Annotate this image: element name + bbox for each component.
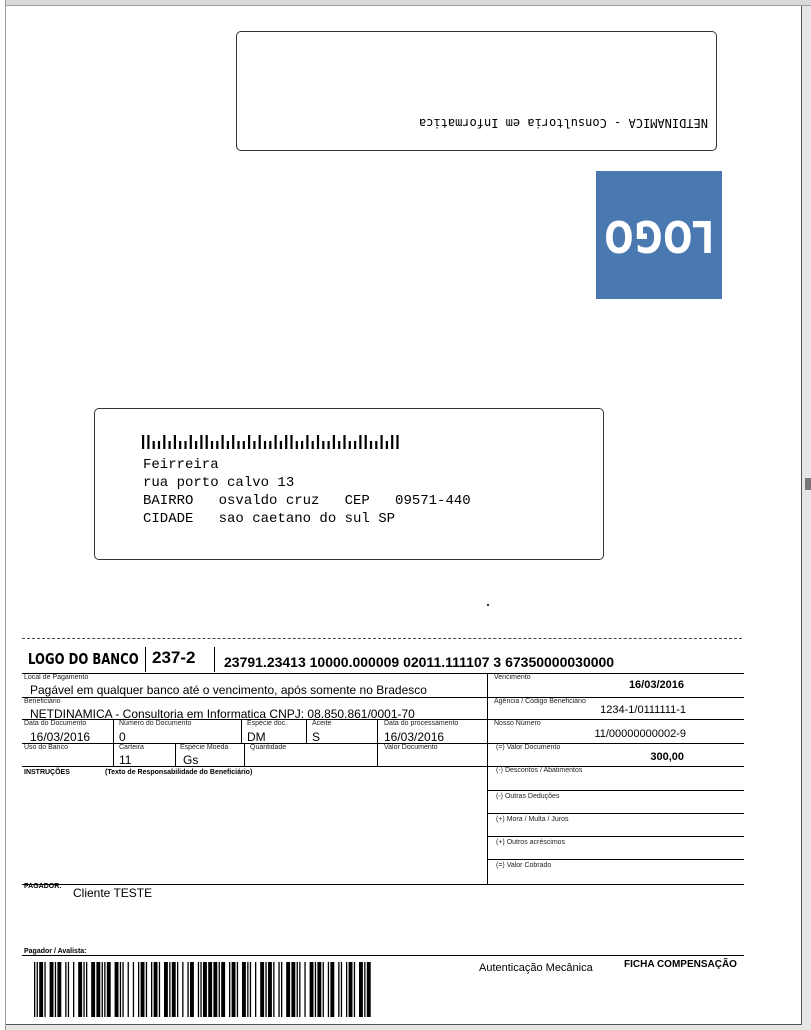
table-line	[487, 836, 744, 837]
mora-multa-label: (+) Mora / Multa / Juros	[496, 816, 569, 823]
local-pagamento-value: Pagável em qualquer banco até o vencimento, após somente no Bradesco	[30, 683, 427, 697]
stray-dot	[487, 604, 489, 606]
recipient-district: BAIRRO osvaldo cruz CEP 09571-440	[143, 493, 471, 509]
sender-box	[236, 31, 717, 151]
payment-barcode	[34, 962, 438, 1017]
agencia-label: Agência / Código Beneficiário	[494, 698, 586, 705]
vencimento-value: 16/03/2016	[628, 679, 684, 691]
bank-code: 237-2	[152, 648, 196, 667]
pagador-label: PAGADOR:	[24, 883, 62, 890]
data-documento-label: Data do Documento	[24, 720, 87, 727]
recipient-address-box	[94, 408, 604, 560]
instrucoes-note: (Texto de Responsabilidade do Beneficiário)	[105, 769, 253, 776]
agencia-value: 1234-1/0111111-1	[600, 704, 686, 716]
carteira-label: Carteira	[119, 744, 144, 751]
vencimento-label: Vencimento	[494, 674, 531, 681]
autenticacao-mecanica: Autenticação Mecânica	[479, 962, 593, 974]
bank-logo: LOGO DO BANCO	[28, 650, 139, 668]
window-bottom-edge	[6, 1024, 802, 1030]
data-processamento-label: Data do processamento	[384, 720, 459, 727]
table-line	[22, 955, 744, 956]
especie-moeda-label: Espécie Moeda	[180, 744, 229, 751]
table-column-divider	[377, 719, 378, 766]
header-separator	[214, 647, 215, 672]
recipient-name: Feirreira	[143, 457, 219, 473]
sender-name: NETDINAMICA - Consultoria em Informatica	[419, 116, 708, 130]
valor-cobrado-label: (=) Valor Cobrado	[496, 862, 552, 869]
table-column-divider	[113, 719, 114, 766]
window-left-edge	[0, 0, 6, 1030]
table-line	[22, 884, 744, 885]
table-line	[22, 697, 744, 698]
nosso-numero-label: Nosso Número	[494, 720, 541, 727]
especie-doc-label: Espécie doc.	[247, 720, 288, 727]
table-column-divider	[306, 719, 307, 743]
aceite-label: Aceite	[312, 720, 332, 727]
avalista-label: Pagador / Avalista:	[24, 948, 87, 955]
vertical-scrollbar[interactable]	[801, 6, 811, 1030]
ficha-compensacao: FICHA COMPENSAÇÃO	[624, 959, 737, 970]
scrollbar-thumb[interactable]	[805, 478, 811, 490]
data-processamento-value: 16/03/2016	[384, 730, 445, 744]
local-pagamento-label: Local de Pagamento	[24, 674, 89, 681]
numero-documento-value: 0	[119, 730, 126, 744]
table-line	[487, 813, 744, 814]
cut-line	[22, 638, 742, 639]
table-column-divider	[241, 719, 242, 743]
quantidade-label: Quantidade	[250, 744, 287, 751]
pagador-value: Cliente TESTE	[73, 886, 153, 900]
valor-documento-value: 300,00	[650, 751, 684, 763]
valor-documento-label: (=) Valor Documento	[496, 744, 561, 751]
instrucoes-label: INSTRUÇÕES	[24, 769, 70, 776]
recipient-address	[143, 456, 471, 528]
table-column-divider	[487, 673, 488, 884]
outras-deducoes-label: (-) Outras Deduções	[496, 793, 560, 800]
outros-acrescimos-label: (+) Outros acréscimos	[496, 839, 566, 846]
beneficiario-label: Beneficiário	[24, 698, 61, 705]
table-column-divider	[175, 743, 176, 766]
digitable-line: 23791.23413 10000.000009 02011.111107 3 67350000030000	[224, 654, 615, 670]
recipient-street: rua porto calvo 13	[143, 475, 295, 491]
header-separator	[145, 647, 146, 672]
valor-label: Valor Documento	[384, 744, 438, 751]
postnet-barcode	[142, 435, 404, 449]
nosso-numero-value: 11/00000000002-9	[594, 728, 686, 740]
descontos-label: (-) Descontos / Abatimentos	[496, 767, 583, 774]
recipient-city: CIDADE sao caetano do sul SP	[143, 511, 396, 527]
uso-banco-label: Uso do Banco	[24, 744, 68, 751]
beneficiario-value: NETDINAMICA - Consultoria em Informatica CNPJ: 08.850.861/0001-70	[30, 707, 415, 721]
table-line	[22, 673, 744, 674]
numero-documento-label: Número do Documento	[119, 720, 192, 727]
carteira-value: 11	[119, 753, 132, 767]
table-line	[487, 859, 744, 860]
data-documento-value: 16/03/2016	[30, 730, 91, 744]
table-line	[487, 790, 744, 791]
logo-text: LOGO	[603, 209, 715, 261]
table-column-divider	[244, 743, 245, 766]
logo-block	[596, 171, 722, 299]
aceite-value: S	[312, 730, 321, 744]
window-top-edge	[0, 0, 811, 6]
especie-doc-value: DM	[247, 730, 266, 744]
especie-moeda-value: Gs	[183, 753, 199, 767]
